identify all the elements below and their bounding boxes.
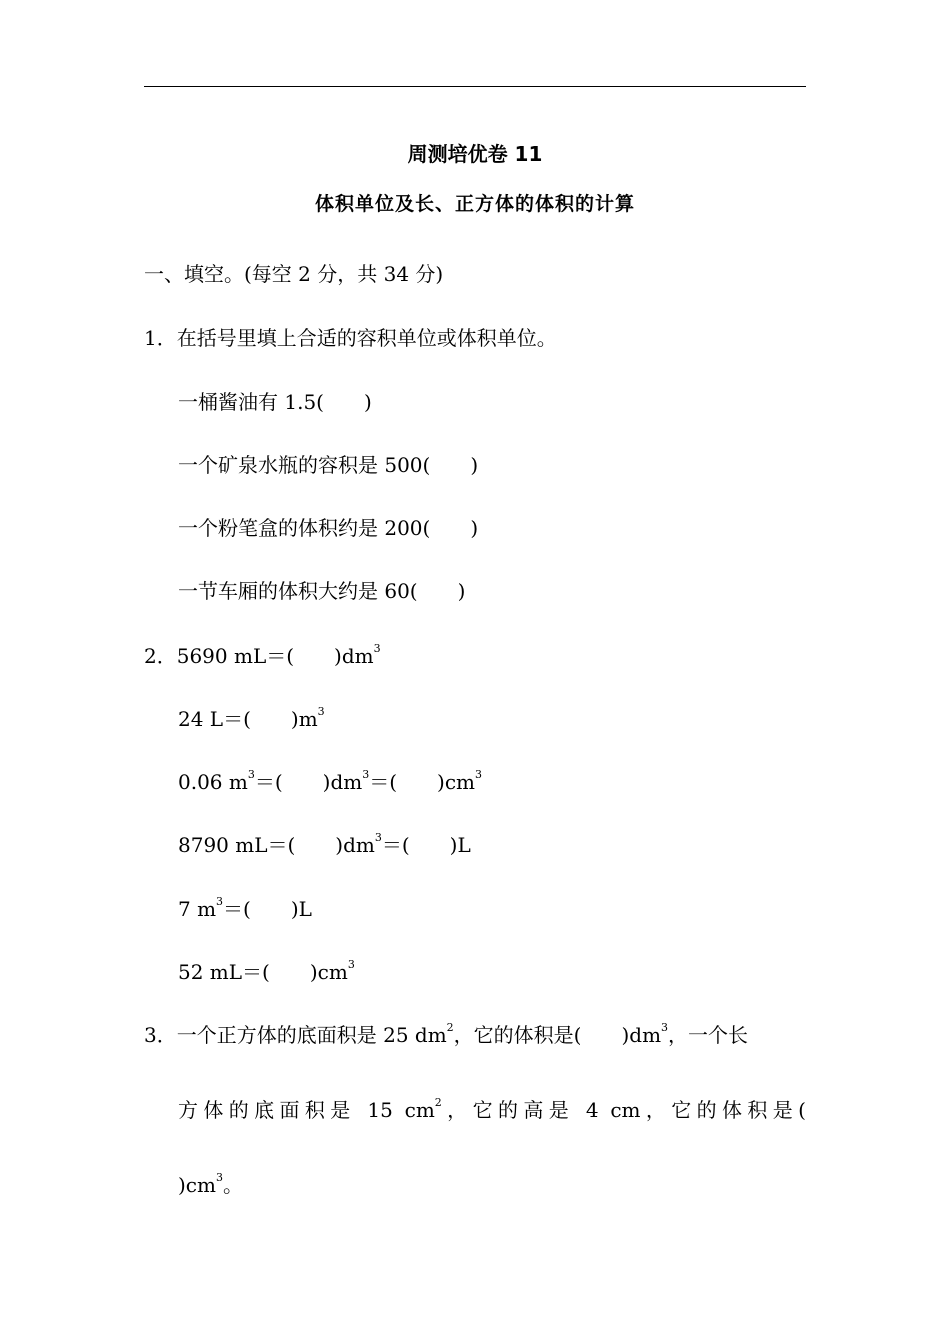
q1-item-3: 一个粉笔盒的体积约是 200( ) [178, 516, 479, 540]
q2-item-5-text: 7 m [178, 897, 217, 921]
page-subtitle: 体积单位及长、正方体的体积的计算 [314, 193, 635, 215]
q2-item-2-text: 24 L＝( )m [178, 707, 318, 731]
superscript: 3 [216, 895, 224, 909]
q2-item-4 [178, 831, 471, 859]
superscript: 3 [247, 768, 255, 782]
superscript: 3 [317, 705, 325, 719]
section-heading: 一、填空。(每空 2 分，共 34 分) [144, 262, 444, 286]
q2-item-3-text: ＝( )dm [254, 770, 363, 794]
q2-item-5-text: ＝( )L [223, 897, 312, 921]
header-rule [144, 86, 806, 87]
superscript: 2 [446, 1021, 454, 1035]
q1-item-2: 一个矿泉水瓶的容积是 500( ) [178, 453, 479, 477]
q1-item-1: 一桶酱油有 1.5( ) [178, 390, 372, 414]
question-number: 2． [144, 644, 177, 668]
q3-text: ，它的体积是( )dm [453, 1023, 662, 1047]
page-title: 周测培优卷 11 [407, 142, 543, 166]
superscript: 3 [374, 831, 382, 845]
question-number: 1． [144, 326, 177, 350]
superscript: 3 [347, 958, 355, 972]
superscript: 3 [661, 1021, 669, 1035]
q2-item-3-text: 0.06 m [178, 770, 248, 794]
q2-item-4-text: ＝( )L [381, 833, 471, 857]
superscript: 3 [215, 1171, 223, 1185]
q3-text: 方体的底面积是 15 cm [178, 1098, 435, 1122]
q3-text: ，它的高是 4 cm，它的体积是( [441, 1098, 806, 1122]
q2-item-3 [178, 768, 482, 796]
q2-item-3-text: ＝( )cm [369, 770, 476, 794]
question-3-line-2 [178, 1096, 806, 1124]
q3-text: )cm [178, 1173, 216, 1197]
q2-item-4-text: 8790 mL＝( )dm [178, 833, 375, 857]
q2-item-6 [178, 958, 355, 986]
question-2 [144, 642, 381, 670]
q3-text: ，一个长 [668, 1023, 749, 1047]
question-3-line-3 [178, 1171, 243, 1199]
superscript: 3 [373, 642, 381, 656]
question-number: 3． [144, 1023, 177, 1047]
q3-text: 。 [222, 1173, 243, 1197]
question-3-line-1 [144, 1021, 748, 1049]
q2-item-2 [178, 705, 325, 733]
q3-text: 一个正方体的底面积是 25 dm [176, 1023, 447, 1047]
q2-item-5 [178, 895, 312, 923]
superscript: 3 [475, 768, 483, 782]
question-prompt: 在括号里填上合适的容积单位或体积单位。 [176, 326, 557, 350]
superscript: 3 [362, 768, 370, 782]
q2-item-1-text: 5690 mL＝( )dm [176, 644, 374, 668]
q2-item-6-text: 52 mL＝( )cm [178, 960, 348, 984]
question-1 [144, 324, 557, 352]
q1-item-4: 一节车厢的体积大约是 60( ) [178, 579, 466, 603]
superscript: 2 [434, 1096, 442, 1110]
